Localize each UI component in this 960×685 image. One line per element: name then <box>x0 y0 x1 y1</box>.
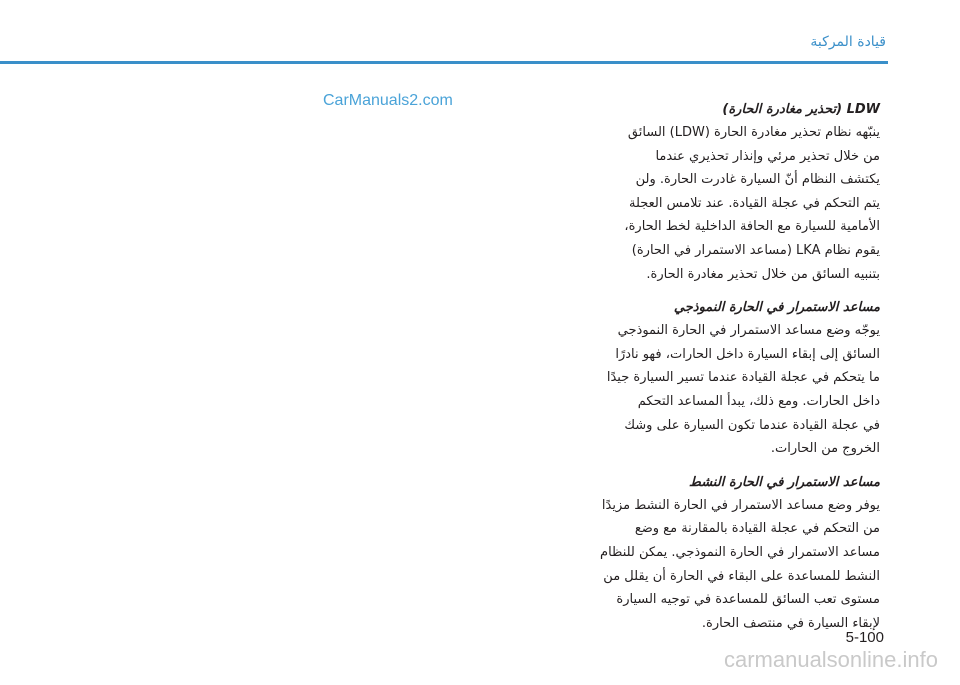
body-line: الخروج من الحارات. <box>770 441 880 457</box>
body-content <box>440 102 880 649</box>
body-line: يقوم نظام LKA (مساعد الاستمرار في الحارة) <box>631 242 880 258</box>
watermark-carmanuals2: CarManuals2.com <box>323 92 453 109</box>
body-line: النشط للمساعدة على البقاء في الحارة أن يقلل من <box>603 568 880 584</box>
watermark-carmanualsonline: carmanualsonline.info <box>723 647 938 672</box>
body-line: ما يتحكم في عجلة القيادة عندما تسير السيارة جيدًا <box>606 370 880 386</box>
body-line: الأمامية للسيارة مع الحافة الداخلية لخط الحارة، <box>624 219 880 235</box>
chapter-title: قيادة المركبة <box>810 34 886 50</box>
body-line: في عجلة القيادة عندما تكون السيارة على وشك <box>624 417 880 433</box>
body-line: مساعد الاستمرار في الحارة النموذجي. يمكن للنظام <box>600 544 880 560</box>
header-divider <box>0 61 888 64</box>
body-line: يتم التحكم في عجلة القيادة. عند تلامس العجلة <box>629 195 880 211</box>
body-line: لإبقاء السيارة في منتصف الحارة. <box>701 615 880 631</box>
section-active-lka <box>440 475 880 636</box>
section-title: مساعد الاستمرار في الحارة النشط <box>688 474 880 490</box>
body-line: ينبّهه نظام تحذير مغادرة الحارة (LDW) السائق <box>627 125 880 140</box>
body-line: داخل الحارات. ومع ذلك، يبدأ المساعد التحكم <box>637 393 880 409</box>
body-line: مستوى تعب السائق للمساعدة في توجيه السيارة <box>616 592 880 608</box>
section-standard-lka <box>440 300 880 461</box>
body-line: من التحكم في عجلة القيادة بالمقارنة مع وضع <box>634 521 880 537</box>
body-line: السائق إلى إبقاء السيارة داخل الحارات، فهو نادرًا <box>615 346 880 362</box>
body-line: من خلال تحذير مرئي وإنذار تحذيري عندما <box>655 148 880 164</box>
page-number: 5-100 <box>845 629 884 646</box>
section-ldw <box>440 102 880 286</box>
section-title: مساعد الاستمرار في الحارة النموذجي <box>673 300 880 316</box>
body-line: بتنبيه السائق من خلال تحذير مغادرة الحارة. <box>646 266 880 282</box>
section-title: LDW (تحذير مغادرة الحارة) <box>722 102 880 117</box>
body-line: يوجّه وضع مساعد الاستمرار في الحارة النموذجي <box>617 323 880 339</box>
body-line: يكتشف النظام أنّ السيارة غادرت الحارة. ولن <box>635 172 880 188</box>
body-line: يوفر وضع مساعد الاستمرار في الحارة النشط مزيدًا <box>601 497 880 513</box>
